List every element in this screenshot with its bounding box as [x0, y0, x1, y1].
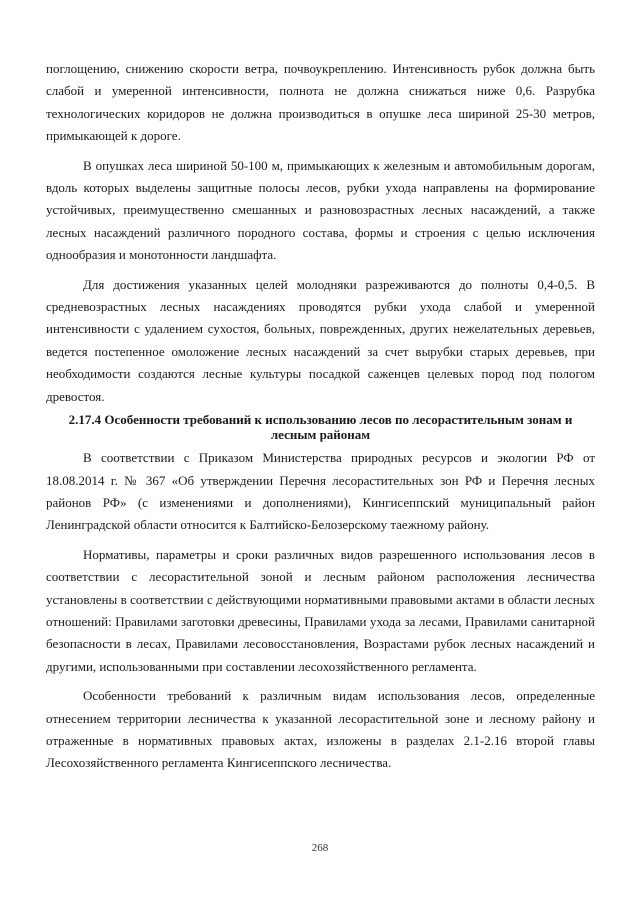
paragraph-spacer	[46, 267, 595, 274]
page-number: 268	[311, 842, 329, 854]
section-heading: 2.17.4 Особенности требований к использованию лесов по лесорастительным зонам и лесным районам	[68, 412, 573, 443]
paragraph-thinning-goals: Для достижения указанных целей молодняки разреживаются до полноты 0,4-0,5. В средневозрастных лесных насаждениях проводятся рубки ухода слабой и умеренной интенсивности с удалением сухостоя, больных, поврежденных, других нежелательных деревьев, ведется постепенное омоложение лесных насаждений за счет вырубки старых деревьев, при необходимости создаются лесные культуры посадкой саженцев целевых пород под пологом древостоя.	[46, 276, 595, 404]
paragraph-spacer	[46, 678, 595, 685]
paragraph-ministry-order: В соответствии с Приказом Министерства природных ресурсов и экологии РФ от 18.08.2014 г. № 367 «Об утверждении Перечня лесорастительных зон РФ и Перечня лесных районов РФ» (с изменениями и дополнениями), Кингисеппский муниципальный район Ленинградской области относится к Балтийско-Белозерскому таежному району.	[46, 450, 595, 533]
section-heading-block	[46, 408, 595, 447]
paragraph-requirements: Особенности требований к различным видам использования лесов, определенные отнесением территории лесничества к указанной лесорастительной зоне и лесному району и отраженные в нормативных правовых актах, изложены в разделах 2.1-2.16 второй главы Лесохозяйственного регламента Кингисеппского лесничества.	[46, 688, 595, 771]
paragraph-forest-edges: В опушках леса шириной 50-100 м, примыкающих к железным и автомобильным дорогам, вдоль которых выделены защитные полосы лесов, рубки ухода направлены на формирование устойчивых, преимущественно смешанных и разновозрастных лесных насаждений, а также лесных насаждений различного породного состава, формы и строения с целью исключения однообразия и монотонности ландшафта.	[46, 157, 595, 263]
paragraph-spacer	[46, 537, 595, 544]
paragraph-norms: Нормативы, параметры и сроки различных видов разрешенного использования лесов в соответствии с лесорастительной зоной и лесным районом расположения лесничества установлены в соответствии с действующими нормативными правовыми актами в области лесных отношений: Правилами заготовки древесины, Правилами ухода за лесами, Правилами санитарной безопасности в лесах, Правилами лесовосстановления, Возрастами рубок лесных насаждений и другими, использованными при составлении лесохозяйственного регламента.	[46, 546, 595, 674]
paragraph-continuation: поглощению, снижению скорости ветра, почвоукреплению. Интенсивность рубок должна быть слабой и умеренной интенсивности, полнота не должна снижаться ниже 0,6. Разрубка технологических коридоров не должна производиться в опушке леса шириной 25-30 метров, примыкающей к дороге.	[46, 61, 595, 144]
paragraph-spacer	[46, 148, 595, 155]
document-body	[46, 58, 595, 775]
